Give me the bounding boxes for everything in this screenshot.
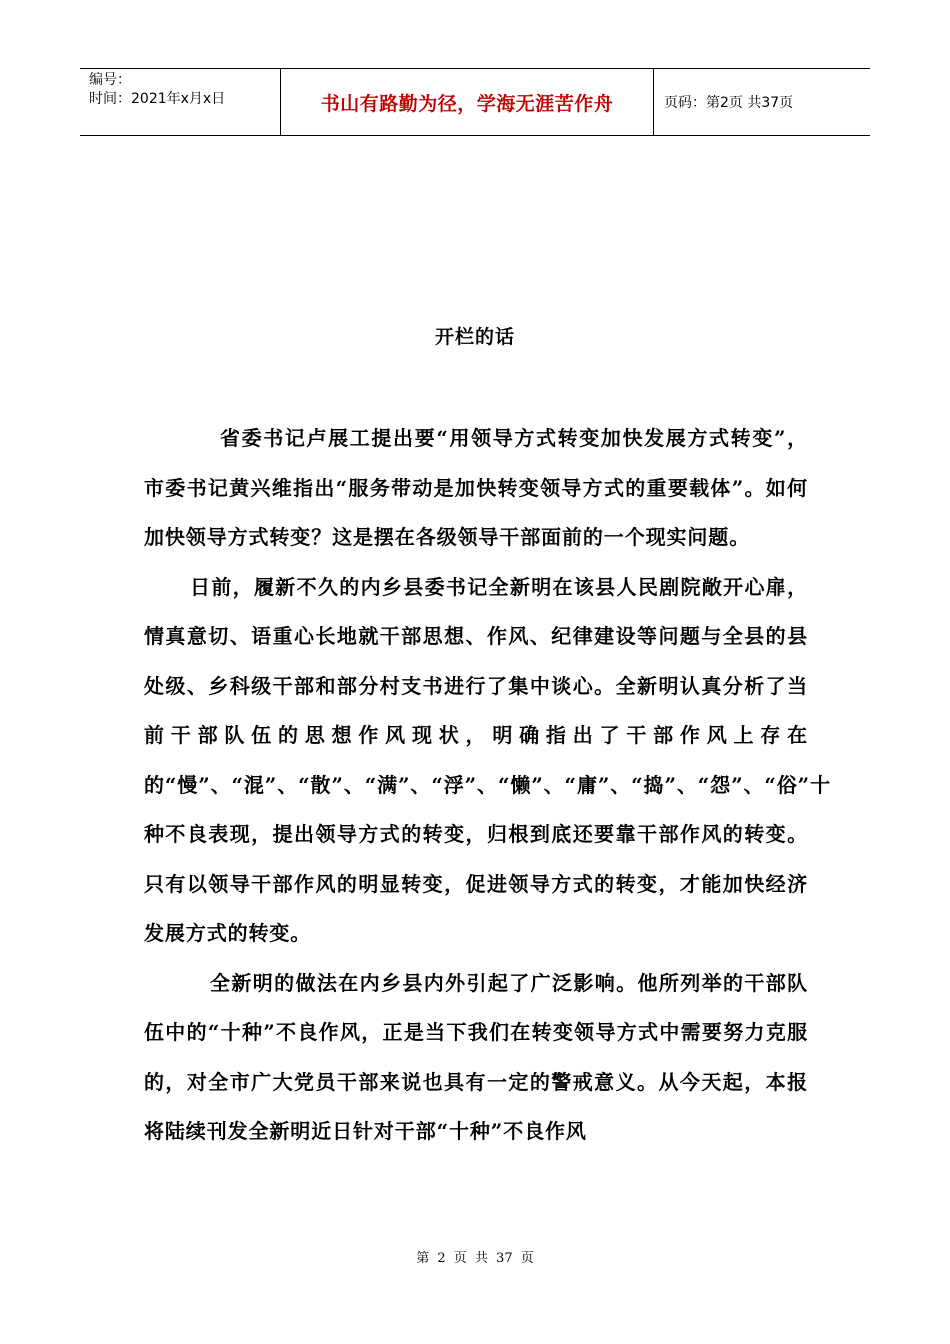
document-header	[80, 68, 870, 136]
time-label: 时间：2021年x月x日	[89, 91, 226, 107]
number-label: 编号：	[89, 72, 131, 88]
paragraph: 省委书记卢展工提出要“用领导方式转变加快发展方式转变”，市委书记黄兴维指出“服务带动是加快转变领导方式的重要载体”。如何加快领导方式转变？这是摆在各级领导干部面前的一个现实问题。	[144, 426, 808, 549]
header-motto: 书山有路勤为径，学海无涯苦作舟	[281, 69, 654, 135]
header-meta-cell	[80, 69, 281, 135]
article-body	[144, 414, 831, 1157]
paragraph: 全新明的做法在内乡县内外引起了广泛影响。他所列举的干部队伍中的“十种”不良作风，正是当下我们在转变领导方式中需要努力克服的，对全市广大党员干部来说也具有一定的警戒意义。从今天起，本报将陆续刊发全新明近日针对干部“十种”不良作风	[144, 970, 808, 1143]
header-page-info: 页码：第2页 共37页	[664, 95, 794, 111]
paragraph: 日前，履新不久的内乡县委书记全新明在该县人民剧院敞开心扉，情真意切、语重心长地就干部思想、作风、纪律建设等问题与全县的县处级、乡科级干部和部分村支书进行了集中谈心。全新明认真分析了当前干部队伍的思想作风现状，明确指出了干部作风上存在的“慢”、“混”、“散”、“满”、“浮”、“懒”、“庸”、“捣”、“怨”、“俗”十种不良表现，提出领导方式的转变，归根到底还要靠干部作风的转变。只有以领导干部作风的明显转变，促进领导方式的转变，才能加快经济发展方式的转变。	[144, 574, 831, 945]
article-title: 开栏的话	[434, 326, 515, 348]
page-footer: 第 2 页 共 37 页	[416, 1251, 534, 1266]
